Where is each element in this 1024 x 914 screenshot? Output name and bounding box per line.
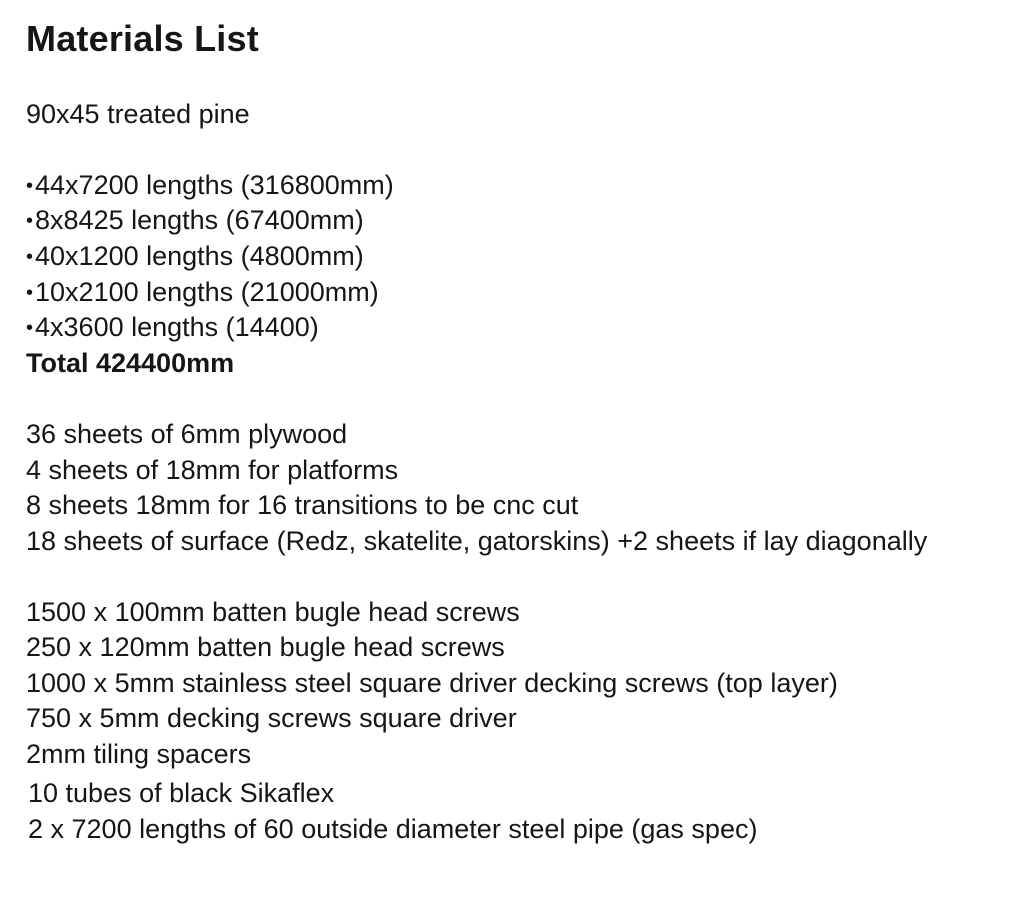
timber-total: Total 424400mm	[26, 348, 235, 378]
sheet-item: 8 sheets 18mm for 16 transitions to be cnc cut	[26, 490, 579, 520]
timber-item: • 4x3600 lengths (14400)	[26, 310, 319, 347]
fixing-item: 10 tubes of black Sikaflex	[28, 778, 335, 808]
timber-heading: 90x45 treated pine	[26, 99, 250, 129]
page-title: Materials List	[26, 18, 259, 59]
fixing-item: 2mm tiling spacers	[26, 739, 252, 769]
sheet-item: 18 sheets of surface (Redz, skatelite, gatorskins) +2 sheets if lay diagonally	[26, 526, 928, 556]
fixing-item: 1000 x 5mm stainless steel square driver decking screws (top layer)	[26, 668, 838, 698]
sheet-item: 36 sheets of 6mm plywood	[26, 419, 348, 449]
timber-item: • 40x1200 lengths (4800mm)	[26, 239, 364, 276]
fixing-item: 250 x 120mm batten bugle head screws	[26, 632, 505, 662]
fixing-item: 750 x 5mm decking screws square driver	[26, 703, 517, 733]
timber-item: • 8x8425 lengths (67400mm)	[26, 203, 364, 240]
timber-item: • 10x2100 lengths (21000mm)	[26, 275, 379, 312]
fixing-item: 2 x 7200 lengths of 60 outside diameter steel pipe (gas spec)	[28, 814, 758, 844]
sheet-item: 4 sheets of 18mm for platforms	[26, 455, 399, 485]
fixing-item: 1500 x 100mm batten bugle head screws	[26, 597, 520, 627]
timber-item: • 44x7200 lengths (316800mm)	[26, 168, 394, 205]
